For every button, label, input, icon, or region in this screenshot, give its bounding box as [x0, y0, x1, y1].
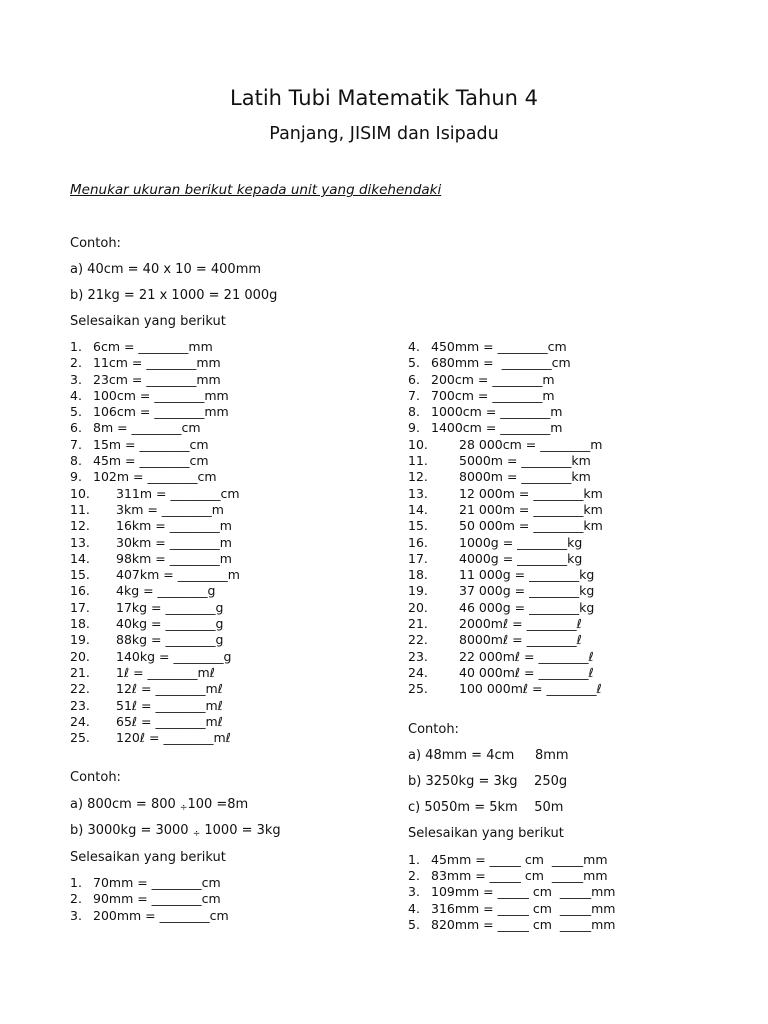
question-number: 11. [408, 453, 428, 469]
question-text: 40kg = ________g [116, 616, 224, 632]
divide-sign: ÷ [179, 803, 188, 813]
question-item [70, 891, 229, 907]
question-number: 7. [408, 387, 420, 403]
question-item [70, 388, 240, 404]
question-text: 140kg = ________g [116, 648, 232, 664]
question-number: 10. [408, 436, 428, 452]
question-number: 3. [70, 907, 82, 923]
question-item [408, 404, 603, 420]
question-text: 46 000g = ________kg [459, 599, 595, 615]
question-item [408, 355, 603, 371]
question-text: 100 000mℓ = ________ℓ [459, 681, 602, 697]
question-item [70, 698, 240, 714]
question-item [408, 469, 603, 485]
question-item [408, 583, 603, 599]
right-question-list [408, 339, 603, 698]
question-item [70, 875, 229, 891]
question-number: 20. [70, 648, 90, 664]
question-item [408, 372, 603, 388]
question-item [408, 681, 603, 697]
question-number: 18. [70, 616, 90, 632]
example-a-2-pre: a) 800cm = 800 [70, 797, 180, 812]
question-number: 1. [70, 875, 82, 890]
question-item [70, 600, 240, 616]
question-text: 65ℓ = ________mℓ [116, 713, 223, 729]
question-number: 24. [408, 664, 428, 680]
question-number: 21. [408, 616, 428, 632]
question-text: 28 000cm = ________m [459, 436, 603, 452]
left-question-list [70, 339, 240, 746]
question-number: 10. [70, 485, 90, 501]
question-number: 8. [70, 453, 82, 469]
example-b-2-pre: b) 3000kg = 3000 [70, 823, 193, 838]
question-text: 16km = ________m [116, 518, 232, 534]
question-number: 13. [70, 534, 90, 550]
selesaikan-label-1: Selesaikan yang berikut [70, 314, 226, 329]
question-text: 45m = ________cm [93, 453, 209, 469]
question-item [70, 681, 240, 697]
question-text: 109mm = _____ cm _____mm [431, 884, 616, 900]
question-item [408, 649, 603, 665]
question-item [70, 469, 240, 485]
question-item [408, 535, 603, 551]
question-item [408, 420, 603, 436]
question-number: 2. [70, 355, 82, 371]
question-number: 24. [70, 713, 90, 729]
question-number: 15. [408, 518, 428, 534]
question-item [70, 535, 240, 551]
question-text: 50 000m = ________km [459, 518, 603, 534]
question-text: 23cm = ________mm [93, 371, 221, 387]
question-item [408, 453, 603, 469]
question-item [70, 502, 240, 518]
question-number: 4. [70, 387, 82, 403]
question-number: 18. [408, 567, 428, 583]
section2-question-list [70, 875, 229, 924]
question-text: 200cm = ________m [431, 371, 555, 387]
question-text: 1400cm = ________m [431, 420, 563, 436]
example-a-3: a) 48mm = 4cm 8mm [408, 748, 569, 763]
question-number: 15. [70, 567, 90, 583]
question-item [70, 404, 240, 420]
question-text: 15m = ________cm [93, 436, 209, 452]
question-text: 51ℓ = ________mℓ [116, 697, 223, 713]
question-text: 407km = ________m [116, 567, 240, 583]
question-number: 2. [408, 868, 420, 884]
question-text: 17kg = ________g [116, 599, 224, 615]
question-number: 5. [70, 404, 82, 420]
question-number: 5. [408, 355, 420, 371]
question-item [70, 714, 240, 730]
question-text: 106cm = ________mm [93, 404, 229, 420]
question-text: 11cm = ________mm [93, 355, 221, 371]
instruction-heading: Menukar ukuran berikut kepada unit yang dikehendaki [70, 182, 442, 198]
example-a-2-post: 100 =8m [187, 797, 249, 812]
question-text: 37 000g = ________kg [459, 583, 595, 599]
question-number: 17. [408, 550, 428, 566]
question-number: 25. [408, 681, 428, 697]
contoh-label-2: Contoh: [70, 770, 121, 785]
question-text: 4000g = ________kg [459, 550, 583, 566]
example-b-2 [70, 823, 281, 839]
question-item [408, 616, 603, 632]
question-text: 820mm = _____ cm _____mm [431, 916, 616, 932]
question-number: 1. [70, 339, 82, 354]
question-number: 17. [70, 599, 90, 615]
question-item [408, 852, 615, 868]
question-item [408, 339, 603, 355]
question-text: 1000g = ________kg [459, 534, 583, 550]
question-number: 14. [70, 550, 90, 566]
question-text: 40 000mℓ = ________ℓ [459, 664, 594, 680]
question-item [408, 665, 603, 681]
question-text: 311m = ________cm [116, 485, 240, 501]
question-number: 19. [408, 583, 428, 599]
question-item [408, 567, 603, 583]
question-number: 6. [70, 420, 82, 436]
question-item [70, 665, 240, 681]
question-text: 21 000m = ________km [459, 501, 603, 517]
question-item [70, 453, 240, 469]
question-item [70, 616, 240, 632]
question-text: 12 000m = ________km [459, 485, 603, 501]
selesaikan-label-3: Selesaikan yang berikut [408, 826, 564, 841]
question-text: 90mm = ________cm [93, 891, 221, 907]
question-text: 8000mℓ = ________ℓ [459, 632, 582, 648]
question-item [408, 502, 603, 518]
question-number: 6. [408, 371, 420, 387]
question-text: 120ℓ = ________mℓ [116, 730, 231, 746]
question-text: 200mm = ________cm [93, 907, 229, 923]
question-item [70, 372, 240, 388]
question-number: 1. [408, 852, 420, 867]
question-text: 1ℓ = ________mℓ [116, 664, 215, 680]
question-item [408, 917, 615, 933]
question-text: 12ℓ = ________mℓ [116, 681, 223, 697]
question-text: 450mm = ________cm [431, 339, 567, 354]
question-number: 3. [70, 371, 82, 387]
question-number: 11. [70, 501, 90, 517]
question-number: 16. [70, 583, 90, 599]
question-item [70, 551, 240, 567]
question-item [408, 868, 615, 884]
question-text: 316mm = _____ cm _____mm [431, 900, 616, 916]
question-item [408, 518, 603, 534]
question-text: 8000m = ________km [459, 469, 591, 485]
question-text: 22 000mℓ = ________ℓ [459, 648, 594, 664]
question-item [408, 437, 603, 453]
question-text: 8m = ________cm [93, 420, 201, 436]
question-number: 4. [408, 339, 420, 354]
question-number: 2. [70, 891, 82, 907]
question-item [408, 884, 615, 900]
question-text: 2000mℓ = ________ℓ [459, 616, 582, 632]
question-item [70, 518, 240, 534]
question-number: 25. [70, 730, 90, 746]
question-text: 1000cm = ________m [431, 404, 563, 420]
question-number: 20. [408, 599, 428, 615]
contoh-label-1: Contoh: [70, 236, 121, 251]
example-b-3: b) 3250kg = 3kg 250g [408, 774, 568, 789]
question-item [70, 649, 240, 665]
question-number: 19. [70, 632, 90, 648]
question-number: 13. [408, 485, 428, 501]
question-number: 23. [70, 697, 90, 713]
question-text: 70mm = ________cm [93, 875, 221, 890]
question-text: 100cm = ________mm [93, 387, 229, 403]
question-text: 680mm = ________cm [431, 355, 571, 371]
question-item [70, 567, 240, 583]
question-item [70, 730, 240, 746]
question-number: 8. [408, 404, 420, 420]
question-number: 9. [408, 420, 420, 436]
question-number: 16. [408, 534, 428, 550]
question-item [70, 632, 240, 648]
question-text: 3km = ________m [116, 501, 224, 517]
question-text: 6cm = ________mm [93, 339, 213, 354]
question-item [70, 339, 240, 355]
question-item [70, 908, 229, 924]
question-number: 12. [70, 518, 90, 534]
question-text: 30km = ________m [116, 534, 232, 550]
question-item [70, 437, 240, 453]
question-text: 700cm = ________m [431, 387, 555, 403]
example-b-2-post: 1000 = 3kg [200, 823, 281, 838]
question-text: 83mm = _____ cm _____mm [431, 868, 608, 884]
question-number: 3. [408, 884, 420, 900]
question-text: 5000m = ________km [459, 453, 591, 469]
question-number: 7. [70, 436, 82, 452]
section3-question-list [408, 852, 615, 933]
question-number: 5. [408, 916, 420, 932]
question-item [70, 583, 240, 599]
example-a-1: a) 40cm = 40 x 10 = 400mm [70, 262, 262, 277]
question-number: 23. [408, 648, 428, 664]
example-a-2 [70, 797, 248, 813]
question-number: 22. [408, 632, 428, 648]
question-item [70, 355, 240, 371]
question-text: 102m = ________cm [93, 469, 217, 485]
example-c-3: c) 5050m = 5km 50m [408, 800, 564, 815]
question-text: 4kg = ________g [116, 583, 216, 599]
question-text: 88kg = ________g [116, 632, 224, 648]
question-number: 21. [70, 664, 90, 680]
question-item [408, 600, 603, 616]
question-number: 12. [408, 469, 428, 485]
example-b-1: b) 21kg = 21 x 1000 = 21 000g [70, 288, 278, 303]
question-item [408, 901, 615, 917]
question-item [408, 551, 603, 567]
question-text: 98km = ________m [116, 550, 232, 566]
question-item [70, 420, 240, 436]
selesaikan-label-2: Selesaikan yang berikut [70, 850, 226, 865]
page-subtitle: Panjang, JISIM dan Isipadu [269, 124, 499, 144]
question-item [408, 632, 603, 648]
contoh-label-3: Contoh: [408, 722, 459, 737]
question-item [408, 486, 603, 502]
question-number: 22. [70, 681, 90, 697]
question-item [70, 486, 240, 502]
question-number: 4. [408, 900, 420, 916]
question-text: 11 000g = ________kg [459, 567, 595, 583]
question-item [408, 388, 603, 404]
page-title: Latih Tubi Matematik Tahun 4 [230, 86, 538, 110]
question-number: 9. [70, 469, 82, 485]
divide-sign: ÷ [192, 829, 201, 839]
question-number: 14. [408, 501, 428, 517]
question-text: 45mm = _____ cm _____mm [431, 852, 608, 867]
